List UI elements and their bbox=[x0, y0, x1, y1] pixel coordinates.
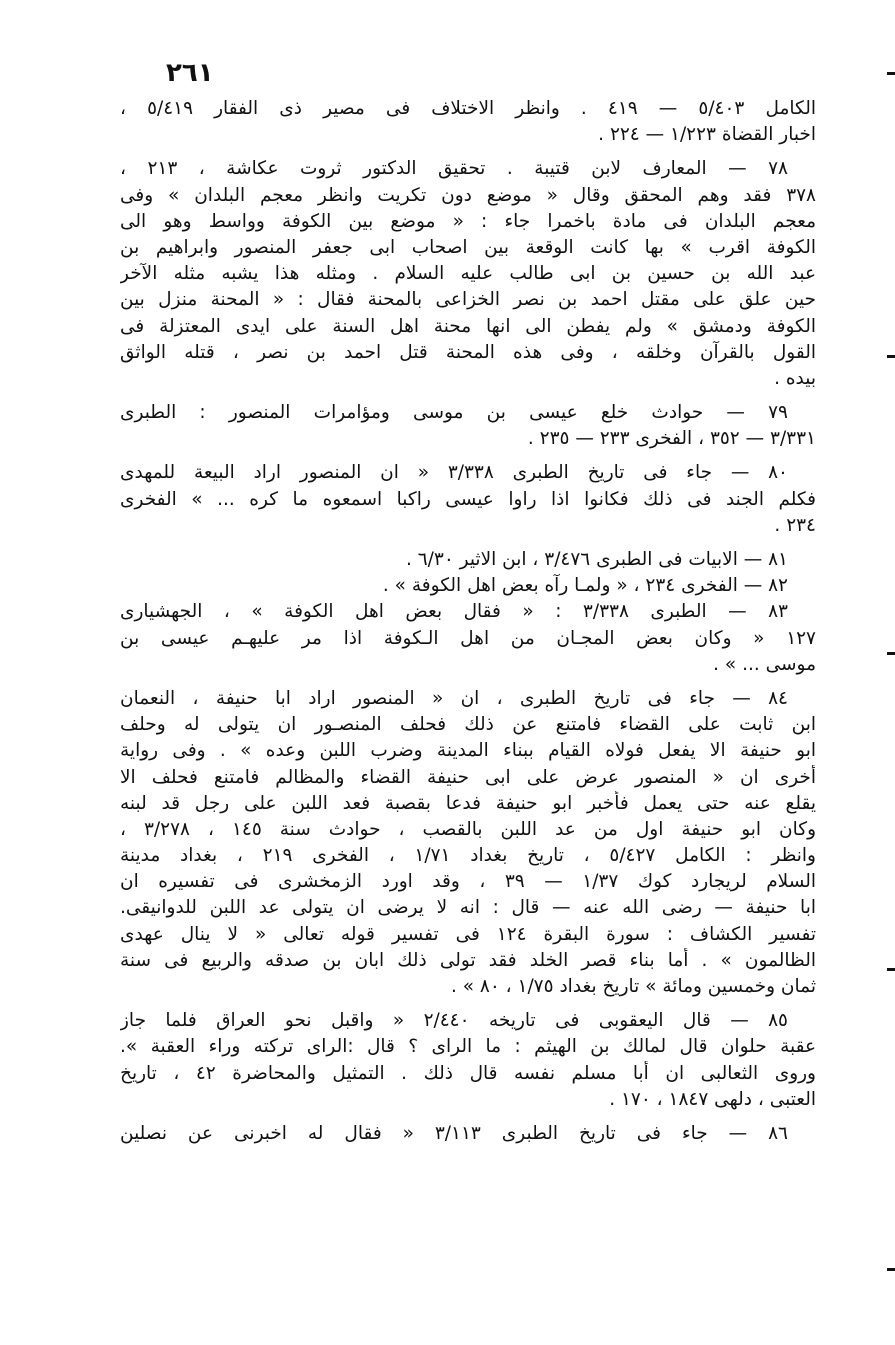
text-line: ٨١ — الابيات فى الطبرى ٣/٤٧٦ ، ابن الاثير ٦/٣٠ . bbox=[405, 549, 788, 570]
text-line: ٧٨ — المعارف لابن قتيبة . تحقيق الدكتور ثروت عكاشة ، ٢١٣ ، bbox=[120, 158, 788, 180]
note-78 bbox=[120, 156, 816, 392]
text-line: موسى ... » . bbox=[713, 653, 816, 675]
text-line: ٨٥ — قال اليعقوبى فى تاريخه ٢/٤٤٠ « واقبل نحو العراق فلما جاز bbox=[120, 1010, 788, 1032]
text-line: ابو حنيفة الا يفعل فولاه القيام ببناء المدينة وضرب اللبن وعده » . وفى رواية bbox=[120, 740, 816, 762]
scan-margin-mark bbox=[887, 968, 895, 971]
note-86 bbox=[120, 1121, 816, 1147]
text-line: الكوفة اقرب » بها كانت الوقعة بين اصحاب ابى جعفر المنصور وابراهيم بن bbox=[120, 236, 816, 258]
text-line: حين علق على مقتل احمد بن نصر الخزاعى بالمحنة فقال : « المحنة منزل بين bbox=[120, 289, 816, 311]
note-85 bbox=[120, 1008, 816, 1113]
note-83 bbox=[120, 599, 816, 678]
text-line: القول بالقرآن وخلقه ، وفى هذه المحنة قتل احمد بن نصر ، قتله الواثق bbox=[120, 341, 816, 363]
note-79 bbox=[120, 400, 816, 452]
scan-margin-mark bbox=[887, 355, 895, 358]
text-line: أخرى ان « المنصور عرض على ابى حنيفة القضاء والمظالم فامتنع فحلف الا bbox=[120, 766, 816, 788]
text-line: السلام لريجارد كوك ١/٣٧ — ٣٩ ، وقد اورد الزمخشرى فى تفسيره ان bbox=[120, 871, 816, 893]
text-line: يقلع عنه حتى يعمل فأخبر ابو حنيفة فدعا بقصبة فعد اللبن على رجل قد لبنه bbox=[120, 792, 816, 814]
notes-text-column bbox=[120, 96, 816, 1147]
text-line: ابا حنيفة — رضى الله عنه — قال : انه لا يرضى ان يتولى عد اللبن للدوانيقى. bbox=[120, 897, 816, 919]
text-line: ثمان وخمسين ومائة » تاريخ بغداد ١/٧٥ ، ٨٠ » . bbox=[450, 976, 816, 997]
text-line: وروى الثعالبى ان أبا مسلم نفسه قال ذلك . التمثيل والمحاضرة ٤٢ ، تاريخ bbox=[120, 1062, 816, 1084]
text-line: ٨٦ — جاء فى تاريخ الطبرى ٣/١١٣ « فقال له اخبرنى عن نصلين bbox=[120, 1122, 788, 1144]
note-81 bbox=[120, 547, 816, 573]
text-line: ٨٢ — الفخرى ٢٣٤ ، « ولمـا رآه بعض اهل الكوفة » . bbox=[382, 575, 788, 597]
scan-margin-mark bbox=[887, 1268, 895, 1271]
text-line: العتبى ، دلهى ١٨٤٧ ، ١٧٠ . bbox=[609, 1088, 816, 1110]
text-line: الكامل ٥/٤٠٣ — ٤١٩ . وانظر الاختلاف فى مصير ذى الفقار ٥/٤١٩ ، bbox=[120, 98, 816, 119]
text-line: فكلم الجند فى ذلك فكانوا اذا راوا عيسى راكبا اسمعوه ما كره ... » الفخرى bbox=[120, 488, 816, 510]
text-line: وانظر : الكامل ٥/٤٢٧ ، تاريخ بغداد ١/٧١ ، الفخرى ٢١٩ ، بغداد مدينة bbox=[120, 845, 816, 867]
note-80 bbox=[120, 460, 816, 539]
text-line: بيده . bbox=[774, 367, 816, 389]
text-line: ٧٩ — حوادث خلع عيسى بن موسى ومؤامرات المنصور : الطبرى bbox=[120, 402, 788, 424]
text-line: ٣/٣٣١ — ٣٥٢ ، الفخرى ٢٣٣ — ٢٣٥ . bbox=[527, 428, 816, 450]
scan-margin-mark bbox=[887, 72, 895, 75]
text-line: ابن ثابت على القضاء فامتنع عن ذلك فحلف المنصـور ان يتولى له وحلف bbox=[120, 714, 816, 736]
text-line: ٨٣ — الطبرى ٣/٣٣٨ : « فقال بعض اهل الكوفة » ، الجهشيارى bbox=[120, 601, 788, 623]
text-line: ١٢٧ « وكان بعض المجـان من اهل الـكوفة اذا مر عليهـم عيسى بن bbox=[120, 627, 816, 649]
text-line: ٣٧٨ فقد وهم المحقق وقال « موضع دون تكريت وانظر معجم البلدان » وفى bbox=[120, 184, 816, 206]
text-line: معجم البلدان فى مادة باخمرا جاء : « موضع بين الكوفة وواسط وهو الى bbox=[120, 210, 816, 232]
page-number: ٢٦١ bbox=[166, 58, 214, 88]
text-line: عقبة حلوان قال لمالك بن الهيثم : ما الراى ؟ قال :الراى تركته وراء العقبة ». bbox=[120, 1036, 816, 1058]
text-line: الكوفة ودمشق » ولم يفطن الى انها محنة اهل السنة على ايدى المعتزلة فى bbox=[120, 315, 816, 337]
text-line: ٨٠ — جاء فى تاريخ الطبرى ٣/٣٣٨ « ان المنصور اراد البيعة للمهدى bbox=[120, 462, 788, 484]
text-line: عبد الله بن حسين بن ابى طالب عليه السلام . ومثله هذا يشبه مثله الآخر bbox=[120, 263, 816, 285]
note-84 bbox=[120, 686, 816, 1000]
text-line: ٢٣٤ . bbox=[774, 514, 816, 536]
text-line: الظالمون » . أما بناء قصر الخلد فقد تولى ذلك ابان بن صدقه والربيع فى سنة bbox=[120, 949, 816, 971]
text-line: اخبار القضاة ١/٢٢٣ — ٢٢٤ . bbox=[598, 124, 816, 146]
text-line: وكان ابو حنيفة اول من عد اللبن بالقصب ، حوادث سنة ١٤٥ ، ٣/٢٧٨ ، bbox=[120, 818, 816, 840]
text-line: ٨٤ — جاء فى تاريخ الطبرى ، ان « المنصور اراد ابا حنيفة ، النعمان bbox=[120, 687, 788, 709]
text-line: تفسير الكشاف : سورة البقرة ١٢٤ فى تفسير قوله تعالى « لا ينال عهدى bbox=[120, 923, 816, 945]
note-82 bbox=[120, 573, 816, 599]
note-paragraph bbox=[120, 96, 816, 148]
scan-margin-mark bbox=[887, 652, 895, 655]
